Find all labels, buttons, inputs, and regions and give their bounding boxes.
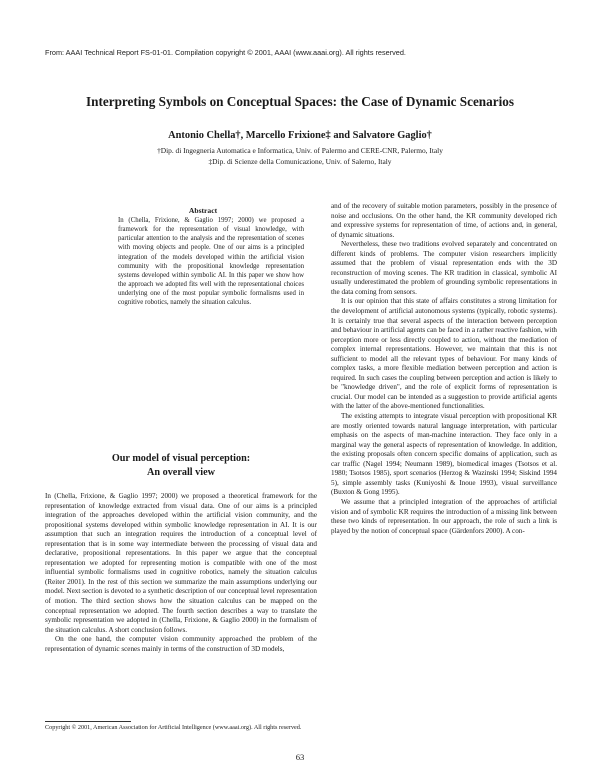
section-heading-line2: An overall view: [147, 467, 215, 478]
footnote-divider: [45, 721, 131, 722]
section-paragraph-1: In (Chella, Frixione, & Gaglio 1997; 2000) we proposed a theoretical framework for the representation of knowledge extracted from visual data. One of our aims is a principled integration of the approaches developed within the artificial vision community, and the propositional systems developed within symbolic knowledge representation in AI. It is our assumption that such an integration requires the introduction of a conceptual level of representation that is in some way intermediate between the processing of visual data and declarative, propositional representations. In this paper we argue that the conceptual representation we adopted for representing motion is compatible with one of the most influential symbolic formalisms used in cognitive robotics, namely the situation calculus (Reiter 2001). In the rest of this section we summarize the main assumptions underlying our model. Next section is devoted to a synthetic description of our conceptual level representation of motion. The third section shows how the situation calculus can be mapped on the conceptual representation we adopted. The fourth section describes a way to translate the symbolic representation we adopted in (Chella, Frixione, & Gaglio 2000) in the formalism of the situation calculus. A short conclusion follows.: [45, 492, 317, 634]
author-list: Antonio Chella†, Marcello Frixione‡ and Salvatore Gaglio†: [168, 130, 432, 141]
right-paragraph-2: Nevertheless, these two traditions evolved separately and concentrated on different kinds of problems. The computer vision researchers implicitly assumed that the problem of visual representation ends with the 3D reconstruction of moving scenes. The KR tradition in classical, symbolic AI usually underestimated the problem of grounding symbolic representations in the data coming from sensors.: [331, 240, 557, 296]
right-paragraph-5: We assume that a principled integration of the approaches of artificial vision and of symbolic KR requires the introduction of a missing link between these two kinds of representation. In our approach, the role of such a link is played by the notion of conceptual space (Gärdenfors 2000). A con-: [331, 497, 557, 535]
source-header: From: AAAI Technical Report FS-01-01. Compilation copyright © 2001, AAAI (www.aaai.org). All rights reserved.: [45, 48, 406, 57]
left-column-body: [45, 492, 317, 654]
affiliation-2: ‡Dip. di Scienze della Comunicazione, Univ. of Salerno, Italy: [208, 157, 392, 166]
copyright-footnote: Copyright © 2001, American Association for Artificial Intelligence (www.aaai.org). All rights reserved.: [45, 724, 302, 731]
page-number: 63: [295, 752, 305, 762]
paper-title: Interpreting Symbols on Conceptual Spaces: the Case of Dynamic Scenarios: [86, 94, 514, 109]
section-heading-line1: Our model of visual perception:: [111, 453, 251, 464]
section-paragraph-2: On the one hand, the computer vision community approached the problem of the representation of dynamic scenes mainly in terms of the construction of 3D models,: [45, 635, 317, 653]
right-paragraph-4: The existing attempts to integrate visual perception with propositional KR are mostly oriented towards natural language interpretation, with particular emphasis on the aspects of man-machine interaction. They face only in a marginal way the general aspects of representation of knowledge. In addition, the existing proposals often concern specific domains of application, such as car traffic (Nagel 1994; Neumann 1989), biomedical images (Tsotsos et al. 1980; Tsotsos 1985), sport scenarios (Herzog & Wazinski 1994; Siskind 1994 5), simple assembly tasks (Kuniyoshi & Inoue 1993), visual surveillance (Buxton & Gong 1995).: [331, 412, 557, 497]
affiliation-1: †Dip. di Ingegneria Automatica e Informatica, Univ. of Palermo and CERE-CNR, Palermo, Italy: [157, 146, 443, 155]
right-paragraph-1: and of the recovery of suitable motion parameters, possibly in the presence of noise and occlusions. On the other hand, the KR community developed rich and expressive systems for representation of time, of actions and, in general, of dynamic situations.: [331, 202, 557, 239]
abstract-heading: Abstract: [188, 206, 218, 215]
abstract-text: In (Chella, Frixione, & Gaglio 1997; 2000) we proposed a framework for the representation of visual knowledge, with particular attention to the analysis and the representation of scenes with moving objects and people. One of our aims is a principled integration of the models developed within the artificial vision community with the propositional knowledge representation systems developed within symbolic AI. In this paper we show how the approach we adopted fits well with the representational choices underlying one of the most popular symbolic formalisms used in cognitive robotics, namely the situation calculus.: [118, 217, 304, 307]
right-paragraph-3: It is our opinion that this state of affairs constitutes a strong limitation for the development of artificial autonomous systems (typically, robotic systems). It is certainly true that several aspects of the interaction between perception and behaviour in artificial agents can be faced in a rather reactive fashion, with perception more or less directly coupled to action, without the mediation of complex internal representations. However, we maintain that this is not sufficient to model all the relevant types of behaviour. For many kinds of complex tasks, a more flexible mediation between perception and action is required. In such cases the coupling between perception and action is likely to be "knowledge driven", and the role of explicit forms of representation is crucial. Our model can be intended as a suggestion to provide artificial agents with the latter of the above-mentioned functionalities.: [331, 297, 557, 411]
right-column-body: [331, 202, 557, 536]
